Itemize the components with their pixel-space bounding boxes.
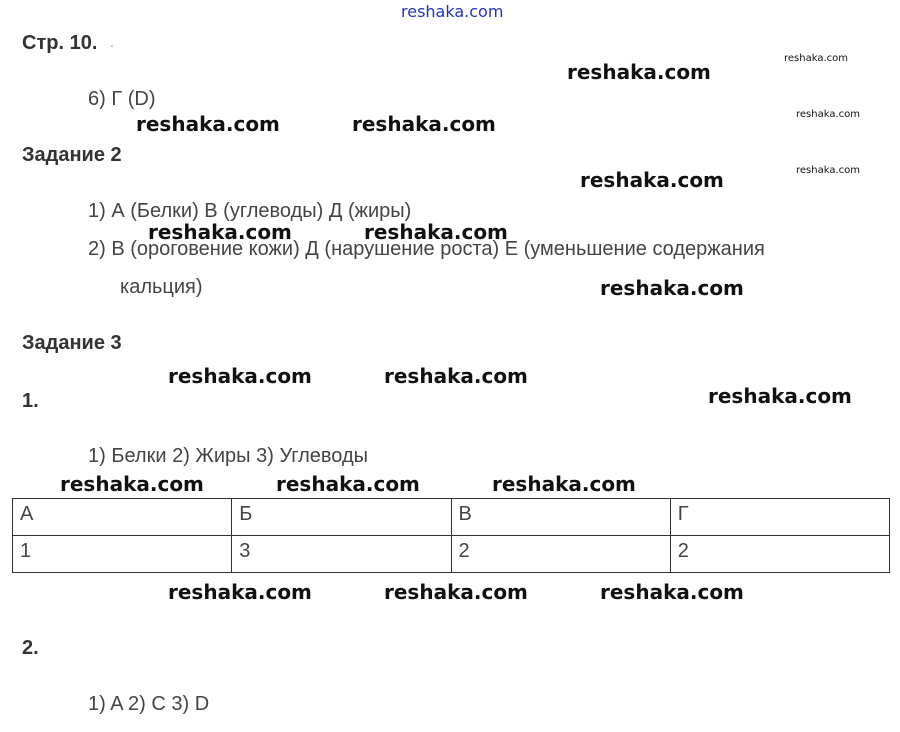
table-header-cell: Г <box>670 499 889 536</box>
answer-table-value-row <box>13 536 890 573</box>
top-watermark: reshaka.com <box>401 2 504 21</box>
watermark-12: reshaka.com <box>276 472 420 496</box>
watermark-5: reshaka.com <box>148 220 292 244</box>
task2-heading: Задание 2 <box>22 144 122 166</box>
watermark-8: reshaka.com <box>168 364 312 388</box>
watermark-small-2: reshaka.com <box>796 109 860 120</box>
task2-item-2-continuation: кальция) <box>120 276 203 298</box>
watermark-4: reshaka.com <box>580 168 724 192</box>
table-header-cell: Б <box>232 499 451 536</box>
watermark-13: reshaka.com <box>492 472 636 496</box>
task3-part2-number: 2. <box>22 637 39 659</box>
table-value-cell: 3 <box>232 536 451 573</box>
watermark-small-3: reshaka.com <box>796 165 860 176</box>
table-header-cell: А <box>13 499 232 536</box>
watermark-3: reshaka.com <box>352 112 496 136</box>
watermark-15: reshaka.com <box>384 580 528 604</box>
table-value-cell: 2 <box>670 536 889 573</box>
watermark-11: reshaka.com <box>60 472 204 496</box>
task3-part2-item: 1) A 2) C 3) D <box>88 693 210 715</box>
answer-table <box>12 498 890 573</box>
task3-heading: Задание 3 <box>22 332 122 354</box>
watermark-14: reshaka.com <box>168 580 312 604</box>
watermark-7: reshaka.com <box>600 276 744 300</box>
watermark-2: reshaka.com <box>136 112 280 136</box>
watermark-6: reshaka.com <box>364 220 508 244</box>
answer-6: 6) Г (D) <box>88 88 156 110</box>
watermark-small-1: reshaka.com <box>784 53 848 64</box>
task2-item-1: 1) А (Белки) В (углеводы) Д (жиры) <box>88 200 412 222</box>
table-value-cell: 2 <box>451 536 670 573</box>
answer-table-header-row <box>13 499 890 536</box>
watermark-9: reshaka.com <box>384 364 528 388</box>
task3-part1-item: 1) Белки 2) Жиры 3) Углеводы <box>88 445 369 467</box>
task3-part1-number: 1. <box>22 390 39 412</box>
page-heading-mark: . <box>110 34 114 50</box>
watermark-1: reshaka.com <box>567 60 711 84</box>
watermark-10: reshaka.com <box>708 384 852 408</box>
watermark-16: reshaka.com <box>600 580 744 604</box>
table-value-cell: 1 <box>13 536 232 573</box>
page-heading: Стр. 10. <box>22 32 98 54</box>
table-header-cell: В <box>451 499 670 536</box>
task2-item-2: 2) В (ороговение кожи) Д (нарушение роста) Е (уменьшение содержания <box>88 238 765 260</box>
